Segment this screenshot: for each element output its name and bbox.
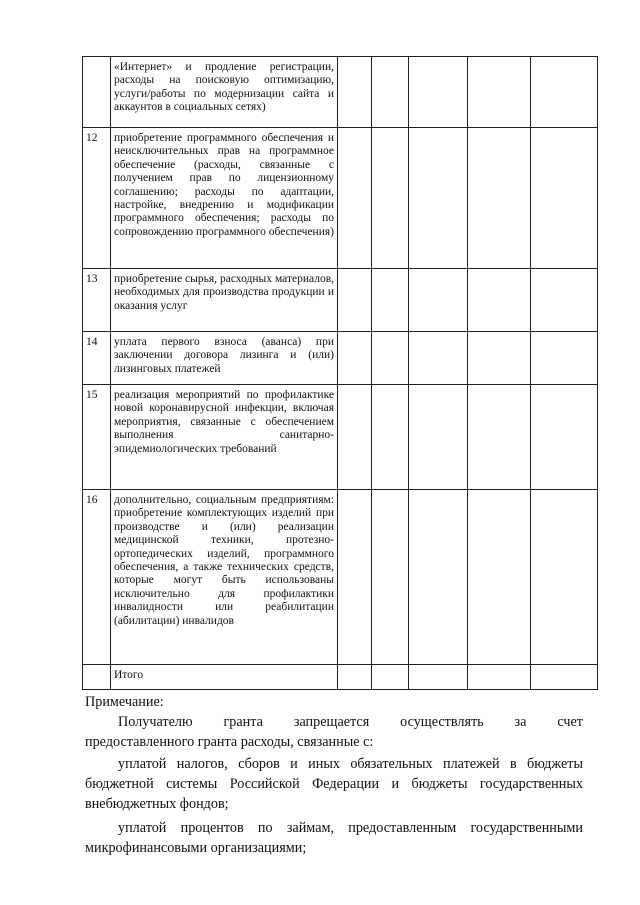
row-description: реализация мероприятий по профилактике новой коронавирусной инфекции, включая мероприятия, связанные с обеспечением выполнения санитарно-эпидемиологических требований xyxy=(111,385,338,490)
table-cell xyxy=(372,332,409,385)
note-paragraph-3: уплатой процентов по займам, предоставленным государственными микрофинансовыми организациями; xyxy=(85,820,583,856)
table-cell xyxy=(338,490,372,665)
table-cell xyxy=(531,490,598,665)
table-cell xyxy=(531,269,598,332)
table-cell xyxy=(338,128,372,269)
table-cell xyxy=(372,665,409,690)
table-cell xyxy=(468,385,531,490)
table-cell xyxy=(372,128,409,269)
table-cell xyxy=(468,269,531,332)
table-row-total xyxy=(83,665,598,690)
table-cell xyxy=(338,57,372,128)
table-cell xyxy=(338,385,372,490)
table-cell xyxy=(468,128,531,269)
row-number: 14 xyxy=(83,332,111,385)
row-description: дополнительно, социальным предприятиям: приобретение комплектующих изделий при производстве и (или) реализации медицинской техники, протезно-ортопедических изделий, программного обеспечения, а также технических средств, которые могут быть использованы исключительно для профилактики инвалидности или реабилитации (абилитации) инвалидов xyxy=(111,490,338,665)
row-number xyxy=(83,57,111,128)
expenses-table xyxy=(82,56,598,690)
note-paragraph-2: уплатой налогов, сборов и иных обязательных платежей в бюджеты бюджетной системы Российской Федерации и бюджеты государственных внебюджетных фондов; xyxy=(85,756,583,812)
table-row xyxy=(83,490,598,665)
total-label: Итого xyxy=(111,665,338,690)
table-cell xyxy=(468,57,531,128)
table-cell xyxy=(372,490,409,665)
table-cell xyxy=(372,57,409,128)
row-number: 13 xyxy=(83,269,111,332)
table-cell xyxy=(409,269,468,332)
table-cell xyxy=(531,57,598,128)
table-cell xyxy=(468,332,531,385)
row-description: приобретение программного обеспечения и неисключительных прав на программное обеспечение (расходы, связанные с получением прав по лицензионному соглашению; расходы по адаптации, настройке, внедрению и модификации программного обеспечения; расходы по сопровождению программного обеспечения) xyxy=(111,128,338,269)
table-cell xyxy=(531,332,598,385)
table-cell xyxy=(338,665,372,690)
table-cell xyxy=(338,332,372,385)
table-cell xyxy=(409,665,468,690)
table-cell xyxy=(409,57,468,128)
table-cell xyxy=(409,128,468,269)
row-description: «Интернет» и продление регистрации, расходы на поисковую оптимизацию, услуги/работы по модернизации сайта и аккаунтов в социальных сетях) xyxy=(111,57,338,128)
note-heading: Примечание: xyxy=(85,694,164,710)
table-cell xyxy=(531,128,598,269)
table-row xyxy=(83,385,598,490)
table-row xyxy=(83,332,598,385)
table-row xyxy=(83,128,598,269)
table-cell xyxy=(531,665,598,690)
table-row xyxy=(83,57,598,128)
table-cell xyxy=(372,269,409,332)
table-cell xyxy=(409,332,468,385)
row-number: 15 xyxy=(83,385,111,490)
row-number xyxy=(83,665,111,690)
row-description: приобретение сырья, расходных материалов, необходимых для производства продукции и оказания услуг xyxy=(111,269,338,332)
row-number: 12 xyxy=(83,128,111,269)
note-paragraph-1: Получателю гранта запрещается осуществлять за счет предоставленного гранта расходы, связанные с: xyxy=(85,714,583,750)
table-cell xyxy=(409,490,468,665)
table-row xyxy=(83,269,598,332)
table-cell xyxy=(468,490,531,665)
row-number: 16 xyxy=(83,490,111,665)
table-cell xyxy=(372,385,409,490)
table-cell xyxy=(468,665,531,690)
table-cell xyxy=(338,269,372,332)
table-cell xyxy=(531,385,598,490)
table-cell xyxy=(409,385,468,490)
row-description: уплата первого взноса (аванса) при заключении договора лизинга и (или) лизинговых платежей xyxy=(111,332,338,385)
